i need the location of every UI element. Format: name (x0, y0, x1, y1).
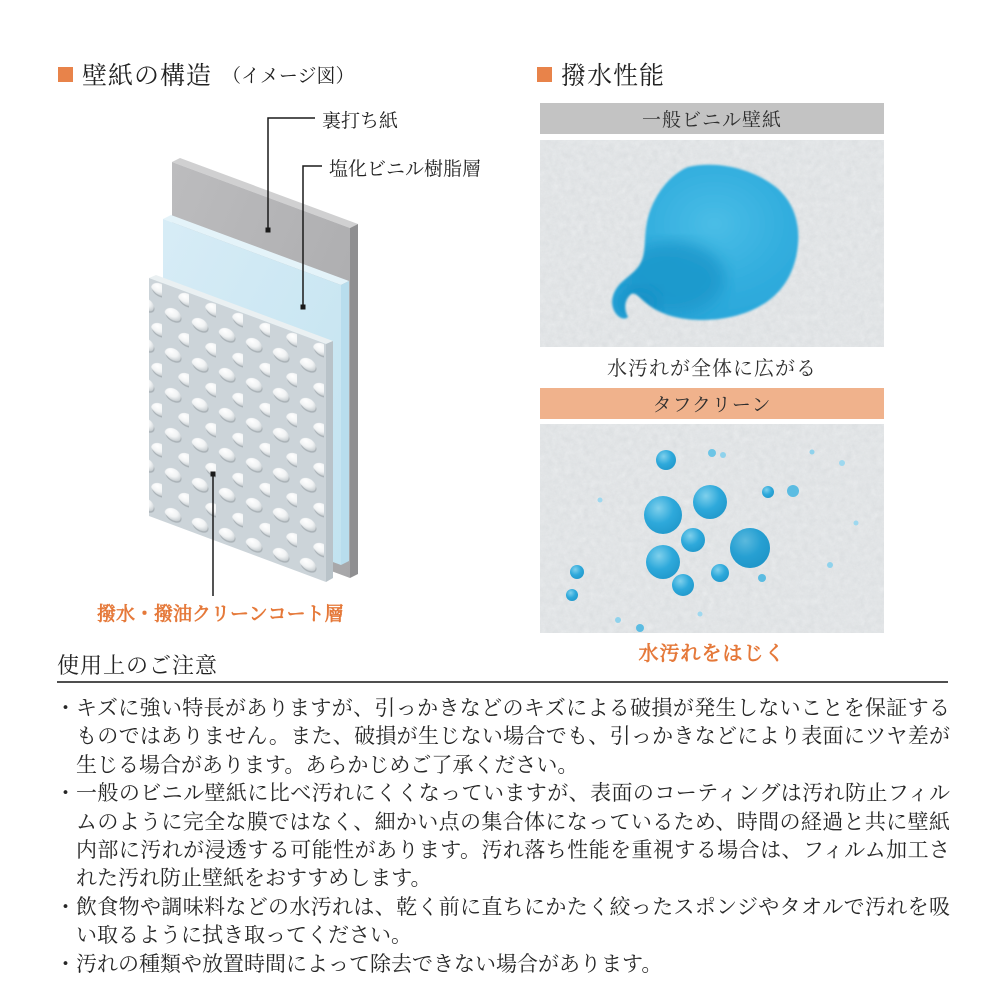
photo-water-spreading (540, 140, 884, 347)
label-clean-coat-layer: 撥水・撥油クリーンコート層 (97, 604, 344, 625)
note-item (55, 894, 950, 951)
label-backing-paper: 裏打ち紙 (322, 111, 399, 132)
repellency-title-text: 撥水性能 (561, 62, 666, 90)
note-item (55, 695, 950, 780)
note-text: 一般のビニル壁紙に比べ汚れにくくなっていますが、表面のコーティングは汚れ防止フィルムのように完全な膜ではなく、細かい点の集合体になっているため、時間の経過と共に壁紙内部に汚れが浸透する可能性があります。汚れ落ち性能を重視する場合は、フィルム加工された汚れ防止壁紙をおすすめします。 (76, 782, 950, 891)
notes-list (55, 695, 950, 979)
orange-square-icon (537, 67, 552, 82)
bullet-marker: ・ (55, 952, 76, 976)
note-text: 汚れの種類や放置時間によって除去できない場合があります。 (76, 952, 663, 976)
caption-tough-clean: 水汚れをはじく (638, 643, 786, 665)
panel-header-tough-clean: タフクリーン (540, 388, 884, 419)
panel-header-general-vinyl: 一般ビニル壁紙 (540, 103, 884, 134)
note-text: キズに強い特長がありますが、引っかきなどのキズによる破損が発生しないことを保証するものではありません。また、破損が生じない場合でも、引っかきなどにより表面にツヤ差が生じる場合があります。あらかじめご了承ください。 (76, 697, 950, 777)
structure-title-suffix: （イメージ図） (222, 65, 355, 87)
photo-water-beading (540, 424, 884, 633)
notes-heading: 使用上のご注意 (57, 653, 219, 678)
bullet-marker: ・ (55, 697, 76, 720)
note-text: 飲食物や調味料などの水汚れは、乾く前に直ちにかたく絞ったスポンジやタオルで汚れを吸い取るように拭き取ってください。 (76, 895, 950, 948)
orange-square-icon (58, 67, 73, 82)
notes-divider (57, 681, 948, 683)
repellency-section-title (537, 56, 665, 92)
note-item (55, 780, 950, 894)
structure-title-text: 壁紙の構造 (82, 62, 213, 90)
label-vinyl-layer: 塩化ビニル樹脂層 (329, 159, 482, 180)
structure-section-title (58, 56, 354, 92)
note-item (55, 951, 950, 979)
caption-general-vinyl: 水汚れが全体に広がる (607, 358, 817, 380)
bullet-marker: ・ (55, 782, 76, 806)
bullet-marker: ・ (55, 895, 76, 919)
